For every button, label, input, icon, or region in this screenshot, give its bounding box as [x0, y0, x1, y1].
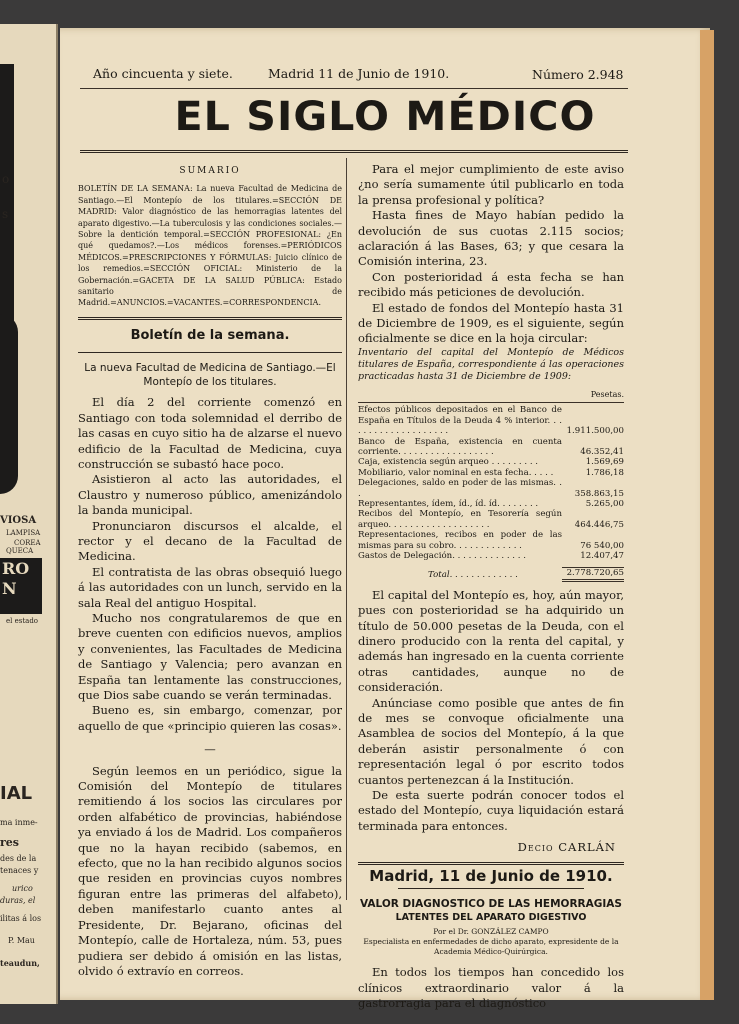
left-fragment: VIOSA: [0, 515, 37, 526]
right-paragraph: De esta suerte podrán conocer todos el estado del Montepío, cuya liquidación estará terminada para entonces.: [358, 788, 624, 833]
left-fragment: tenaces y: [0, 866, 39, 875]
table-total-row: [358, 568, 624, 580]
section-rule: [78, 352, 342, 353]
total-amount: 2.778.720,65: [562, 568, 624, 580]
left-fragment: N: [2, 579, 17, 598]
section-rule: [78, 317, 342, 320]
table-row: [358, 478, 624, 499]
left-fragment: IAL: [0, 783, 33, 804]
left-fragment: P. Mau: [8, 936, 35, 945]
left-fragment: LAMPISA: [6, 529, 41, 537]
sumario-heading: SUMARIO: [179, 166, 241, 176]
boletin-paragraph: Bueno es, sin embargo, comenzar, por aquello de que «principio quieren las cosas».: [78, 703, 342, 733]
row-label: Representaciones, recibos en poder de las mismas para su cobro. . . . . . . . . . . . .: [358, 530, 562, 551]
row-label: Gastos de Delegación. . . . . . . . . . . . . .: [358, 551, 526, 562]
boletin-paragraph: Mucho nos congratularemos de que en breve cuenten con edificios nuevos, amplios y convenientes, las Facultades de Medicina de Santiago y Valencia; pero avanzan en España tan lentamente las construcciones, que Dios sabe cuando se verán terminadas.: [78, 610, 342, 702]
adjacent-page: [0, 24, 58, 1004]
left-column: [78, 164, 342, 979]
article-affiliation: Especialista en enfermedades de dicho aparato, expresidente de la Academia Médico-Quirúrgica.: [363, 937, 619, 957]
column-divider: [346, 158, 347, 900]
table-row: [358, 509, 624, 530]
date-heading: Madrid, 11 de Junio de 1910.: [369, 866, 613, 885]
article-title: VALOR DIAGNOSTICO DE LAS HEMORRAGIAS: [360, 898, 622, 911]
left-fragment: s: [2, 207, 9, 221]
right-column: [358, 162, 624, 1011]
inventory-currency: Pesetas.: [358, 387, 624, 403]
row-amount: 46.352,41: [580, 446, 624, 457]
left-fragment: teaudun,: [0, 958, 40, 968]
boletin-paragraph: El día 2 del corriente comenzó en Santiago con toda solemnidad el derribo de las casas en cuyo sitio ha de alzarse el nuevo edificio de la Facultad de Medicina, cuya construcción se subastó hace poco.: [78, 395, 342, 471]
row-label: Caja, existencia según arqueo . . . . . . . . .: [358, 457, 539, 468]
section-rule: [398, 888, 584, 889]
table-row: [358, 457, 624, 467]
right-paragraph: El capital del Montepío es, hoy, aún mayor, pues con posterioridad se ha adquirido un título de 50.000 pesetas de la Deuda, con el dinero producido con la renta del capital, y además han ingresado en la cuenta corriente otras cantidades, aunque no de consideración.: [358, 587, 624, 695]
masthead-rule: [80, 150, 628, 153]
left-fragment: ma inme-: [0, 818, 38, 827]
row-amount: 464.446,75: [574, 519, 624, 530]
row-amount: 1.911.500,00: [566, 426, 624, 437]
inventory-title: Inventario del capital del Montepío de Médicos titulares de España, correspondiente á las operaciones practicadas hasta 31 de Diciembre de 1909:: [358, 346, 624, 382]
header-year: Año cincuenta y siete.: [93, 66, 233, 81]
row-label: Delegaciones, saldo en poder de las mismas. . .: [358, 478, 562, 499]
boletin-paragraph: El contratista de las obras obsequió luego á las autoridades con un lunch, servido en la sala Real del antiguo Hospital.: [78, 564, 342, 610]
left-fragment: QUECA: [6, 547, 34, 555]
total-label: Total. . . . . . . . . . . . .: [428, 569, 518, 580]
left-fragment: des de la: [0, 854, 37, 863]
masthead-title: EL SIGLO MÉDICO: [174, 94, 596, 140]
article-title: LATENTES DEL APARATO DIGESTIVO: [395, 912, 587, 924]
left-fragment: o: [2, 172, 10, 186]
row-amount: 358.863,15: [574, 488, 624, 499]
sumario-text: BOLETÍN DE LA SEMANA: La nueva Facultad de Medicina de Santiago.—El Montepío de los titulares.=SECCIÓN DE MADRID: Valor diagnóstico de las hemorragias latentes del aparato digestivo.—La tuberculosis y las condiciones sociales.—Sobre la dentición temporal.=SECCIÓN PROFESIONAL: ¿En qué quedamos?.—Los médicos forenses.=PERIÓDICOS MÉDICOS.=PRESCRIPCIONES Y FÓRMULAS: Juicio clínico de los remedios.=SECCIÓN OFICIAL: Ministerio de la Gobernación.=GACETA DE LA SALUD PÚBLICA: Estado sanitario de Madrid.=ANUNCIOS.=VACANTES.=CORRESPONDENCIA.: [78, 184, 342, 308]
row-amount: 76 540,00: [580, 540, 624, 551]
inventory-table: [358, 405, 624, 582]
boletin-paragraph: Asistieron al acto las autoridades, el Claustro y numeroso público, amenizándolo la banda municipal.: [78, 472, 342, 518]
header-date: Madrid 11 de Junio de 1910.: [268, 66, 450, 81]
left-fragment: duras, el: [0, 896, 36, 905]
left-fragment: COREA: [14, 539, 41, 547]
left-ad-block: [0, 314, 18, 494]
left-fragment: RO: [2, 559, 30, 578]
table-row: [358, 551, 624, 568]
header-number: Número 2.948: [532, 67, 624, 82]
row-amount: 1.569,69: [585, 457, 624, 468]
row-label: Mobiliario, valor nominal en esta fecha. . . . .: [358, 467, 554, 478]
left-fragment: res: [0, 836, 19, 849]
separator-dash: —: [204, 742, 216, 757]
row-amount: 12.407,47: [562, 551, 624, 568]
page-edge: [700, 30, 714, 1000]
table-row: [358, 468, 624, 478]
header-rule: [80, 88, 628, 89]
right-paragraph: El estado de fondos del Montepío hasta 31 de Diciembre de 1909, es el siguiente, según oficialmente se dice en la hoja circular:: [358, 300, 624, 346]
row-label: Representantes, ídem, íd., íd. íd. . . . . . . .: [358, 498, 539, 509]
row-label: Banco de España, existencia en cuenta corriente. . . . . . . . . . . . . . . . . .: [358, 436, 562, 457]
row-amount: 5.265,00: [585, 498, 624, 509]
row-label: Recibos del Montepío, en Tesorería según arqueo. . . . . . . . . . . . . . . . . . .: [358, 509, 562, 530]
table-row: [358, 530, 624, 551]
article-paragraph: En todos los tiempos han concedido los clínicos extraordinario valor á la gastrorragia para el diagnóstico: [358, 965, 624, 1010]
row-amount: 1.786,18: [585, 467, 624, 478]
left-fragment: urico: [12, 884, 33, 893]
montepio-paragraph: Según leemos en un periódico, sigue la Comisión del Montepío de titulares remitiendo á los socios las circulares por orden alfabético de provincias, habiéndose ya enviado á los de Madrid. Los compañeros que no la hayan recibido (sabemos, en efecto, que no la han recibido algunos socios que residen en provincias cuyos nombres figuran entre las primeras del alfabeto), deben manifestarlo cuanto antes al Presidente, Dr. Bejarano, oficinas del Montepío, calle de Hortaleza, núm. 53, pues pudiera ser debido á omisión en las listas, olvido ó extravío en correos.: [78, 763, 342, 978]
right-paragraph: Con posterioridad á esta fecha se han recibido más peticiones de devolución.: [358, 269, 624, 300]
article-author: Por el Dr. GONZÁLEZ CAMPO: [433, 927, 549, 937]
boletin-paragraph: Pronunciaron discursos el alcalde, el rector y el decano de la Facultad de Medicina.: [78, 518, 342, 564]
section-rule: [358, 862, 624, 865]
row-label: Efectos públicos depositados en el Banco de España en Títulos de la Deuda 4 % interior. . . . . . . . . . . . . . . . . . . .: [358, 405, 562, 437]
left-fragment: ilitas á los: [0, 914, 42, 923]
right-paragraph: Anúnciase como posible que antes de fin de mes se convoque oficialmente una Asamblea de socios del Montepío, á la que deberán asistir personalmente ó con representación legal ó por escrito todos cuantos pertenezcan á la Institución.: [358, 695, 624, 787]
table-row: [358, 405, 624, 436]
signature: Decio CARLÁN: [517, 840, 616, 855]
boletin-heading: Boletín de la semana.: [130, 327, 290, 343]
left-ad-block: [0, 64, 14, 324]
right-paragraph: Para el mejor cumplimiento de este aviso ¿no sería sumamente útil publicarlo en toda la prensa profesional y política?: [358, 162, 624, 207]
right-paragraph: Hasta fines de Mayo habían pedido la devolución de sus cuotas 2.115 socios; aclaración á las Bases, 63; y que cesara la Comisión interina, 23.: [358, 208, 624, 269]
table-row: [358, 499, 624, 509]
table-row: [358, 437, 624, 458]
boletin-subheading: La nueva Facultad de Medicina de Santiago.—El Montepío de los titulares.: [84, 362, 336, 389]
left-fragment: el estado: [6, 617, 39, 625]
